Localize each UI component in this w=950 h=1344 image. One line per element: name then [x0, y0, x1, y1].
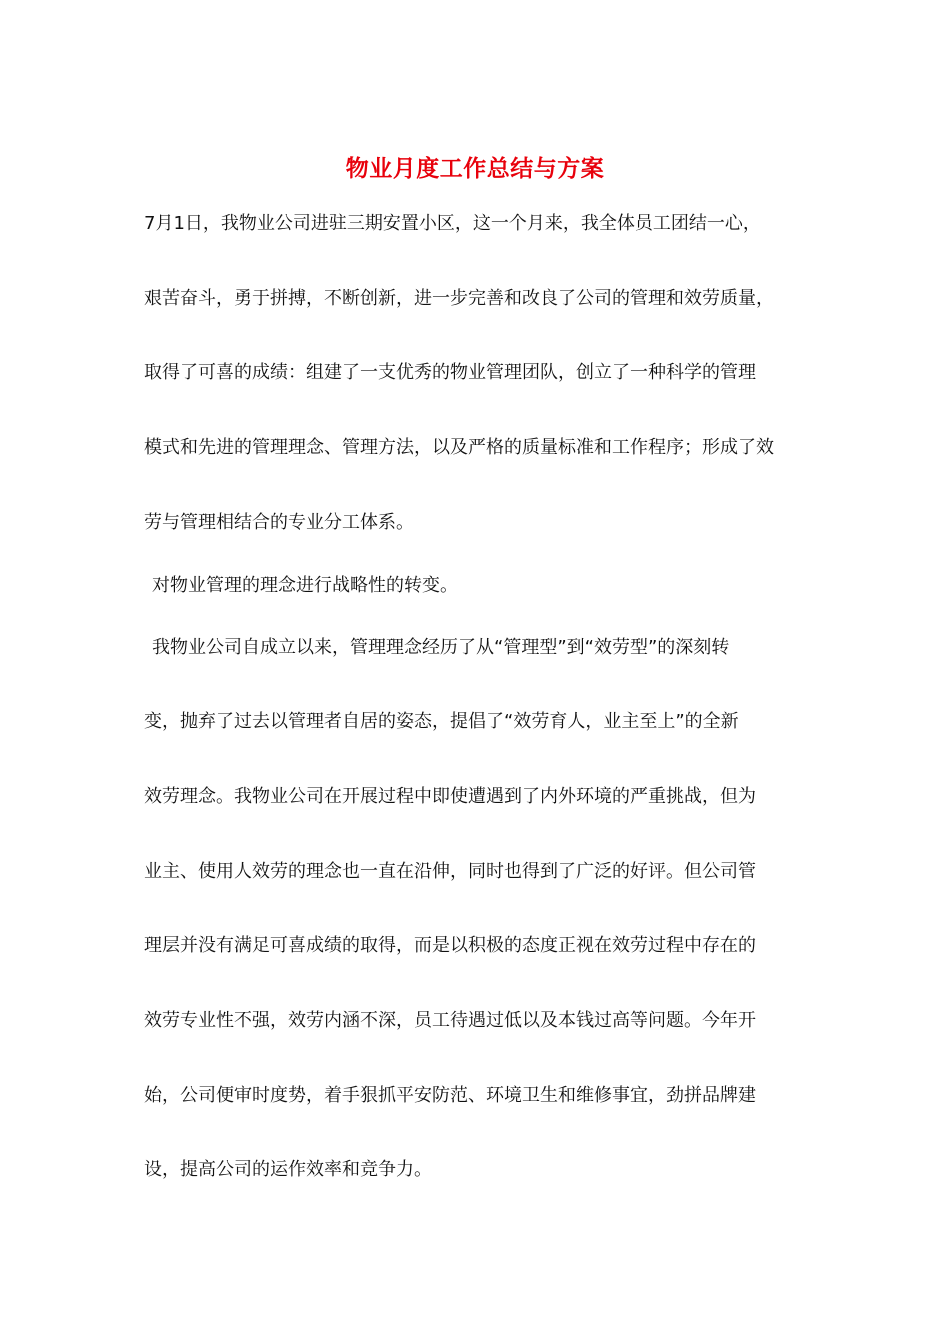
paragraph-line: 变，抛弃了过去以管理者自居的姿态，提倡了“效劳育人，业主至上”的全新 — [144, 711, 739, 732]
paragraph-line: 7月1日，我物业公司进驻三期安置小区，这一个月来，我全体员工团结一心， — [144, 213, 761, 234]
section-heading: 对物业管理的理念进行战略性的转变。 — [152, 575, 458, 596]
document-title: 物业月度工作总结与方案 — [345, 155, 605, 182]
paragraph-line: 模式和先进的管理理念、管理方法，以及严格的质量标准和工作程序；形成了效 — [144, 437, 774, 458]
paragraph-line: 效劳理念。我物业公司在开展过程中即使遭遇到了内外环境的严重挑战，但为 — [144, 786, 756, 807]
paragraph-line: 始，公司便审时度势，着手狠抓平安防范、环境卫生和维修事宜，劲拼品牌建 — [144, 1085, 756, 1106]
paragraph-line: 业主、使用人效劳的理念也一直在沿伸，同时也得到了广泛的好评。但公司管 — [144, 861, 756, 882]
paragraph-line: 效劳专业性不强，效劳内涵不深，员工待遇过低以及本钱过高等问题。今年开 — [144, 1010, 756, 1031]
paragraph-line: 取得了可喜的成绩：组建了一支优秀的物业管理团队，创立了一种科学的管理 — [144, 362, 756, 383]
paragraph-line: 我物业公司自成立以来，管理理念经历了从“管理型”到“效劳型”的深刻转 — [152, 637, 730, 658]
paragraph-line: 艰苦奋斗，勇于拼搏，不断创新，进一步完善和改良了公司的管理和效劳质量， — [144, 288, 774, 309]
paragraph-line: 理层并没有满足可喜成绩的取得，而是以积极的态度正视在效劳过程中存在的 — [144, 935, 756, 956]
paragraph-line: 设，提高公司的运作效率和竞争力。 — [144, 1159, 432, 1180]
paragraph-line: 劳与管理相结合的专业分工体系。 — [144, 512, 414, 533]
